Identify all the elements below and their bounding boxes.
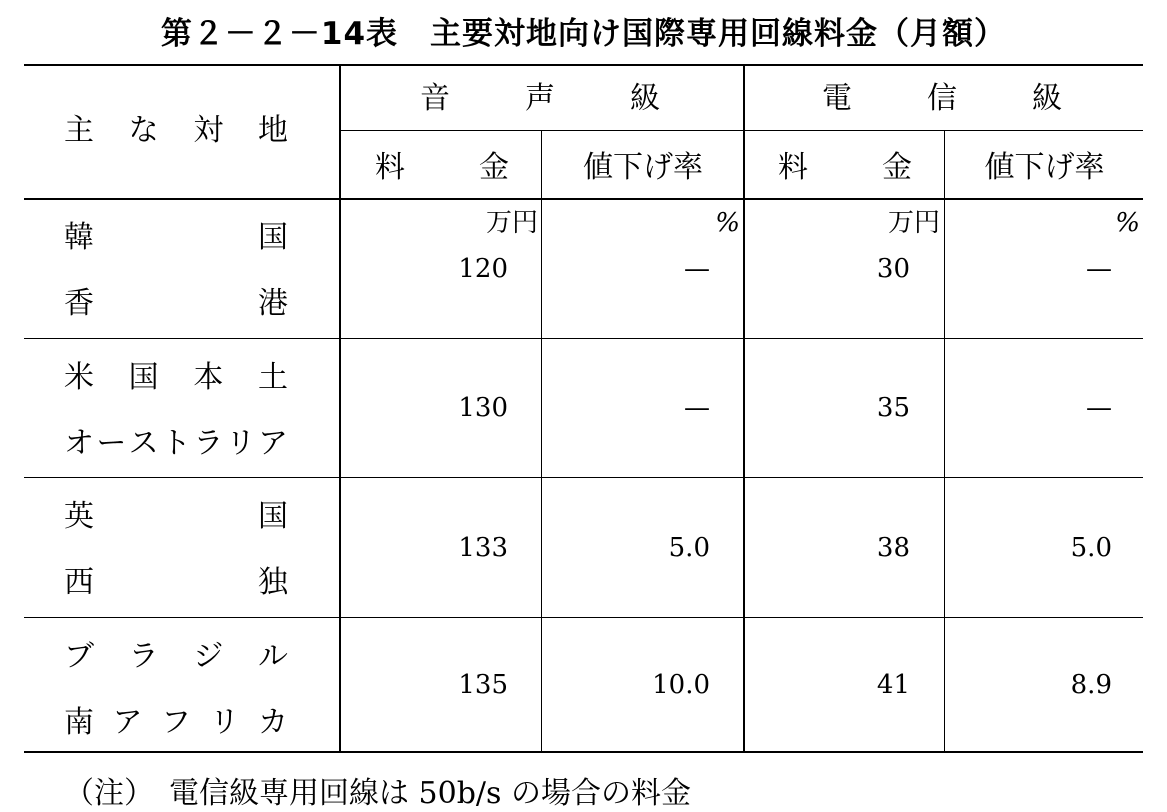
destination-name [64, 220, 288, 255]
column-divider [944, 131, 945, 753]
voice-rate-value: — [684, 393, 710, 423]
table-bottom-rule [24, 751, 1143, 753]
voice-fee-value: 130 [458, 393, 508, 423]
header-char: 電 [822, 81, 852, 116]
destination-name [64, 499, 288, 534]
header-char: 声 [525, 81, 555, 116]
destination-char: 英 [64, 499, 94, 534]
destination-char: 港 [258, 286, 288, 321]
destination-name [64, 705, 288, 740]
header-char: 料 [778, 150, 808, 185]
destination-char: 国 [128, 360, 159, 395]
row-divider [24, 477, 1143, 478]
destination-char: ス [128, 426, 159, 461]
destination-char: 本 [193, 360, 224, 395]
header-char: 信 [927, 81, 957, 116]
telegraph-grade-header [822, 81, 1062, 116]
destination-char: 国 [258, 220, 288, 255]
destination-char: 韓 [64, 220, 94, 255]
header-char: 級 [630, 81, 660, 116]
destination-char: オ [64, 426, 94, 461]
header-char: 主 [64, 113, 94, 148]
destination-char: ー [96, 426, 127, 461]
voice-rate-value: 10.0 [652, 669, 710, 700]
voice-fee-header [375, 150, 509, 185]
destination-name [64, 286, 288, 321]
destination-char: ル [257, 639, 288, 674]
destination-char: ト [160, 426, 191, 461]
destination-char: ア [112, 705, 143, 740]
row-divider [24, 617, 1143, 618]
destination-char: ラ [193, 426, 224, 461]
telegraph-rate-value: 5.0 [1070, 532, 1112, 563]
table-title: 第２－２－14表 主要対地向け国際専用回線料金（月額） [160, 16, 1007, 52]
destination-name [64, 639, 288, 674]
telegraph-fee-value: 41 [876, 669, 910, 700]
header-char: な [128, 113, 159, 148]
voice-rate-unit: % [715, 208, 740, 238]
voice-fee-value: 135 [458, 669, 508, 700]
footnote: （注） 電信級専用回線は 50b/s の場合の料金 [64, 776, 691, 811]
row-divider [24, 338, 1143, 339]
destination-char: ラ [128, 639, 159, 674]
destination-char: ア [257, 426, 288, 461]
header-char: 金 [882, 150, 912, 185]
voice-fee-unit: 万円 [485, 208, 538, 238]
destination-char: フ [161, 705, 191, 740]
voice-rate-header: 値下げ率 [583, 150, 703, 185]
telegraph-rate-header: 値下げ率 [984, 150, 1105, 185]
telegraph-fee-unit: 万円 [887, 208, 940, 238]
telegraph-rate-unit: % [1115, 208, 1140, 238]
table-top-rule [24, 64, 1143, 66]
destination-char: 土 [257, 360, 288, 395]
header-bottom-rule [24, 198, 1143, 200]
telegraph-rate-value: — [1086, 253, 1112, 284]
destination-char: リ [225, 426, 256, 461]
column-divider [339, 64, 341, 753]
column-divider [743, 64, 745, 753]
header-char: 料 [375, 150, 405, 185]
header-char: 金 [479, 150, 509, 185]
voice-fee-value: 120 [458, 253, 508, 284]
column-divider [541, 131, 542, 753]
group-header-rule [340, 130, 1143, 131]
telegraph-rate-value: — [1086, 393, 1112, 423]
destination-char: 香 [64, 286, 94, 321]
destination-char: ブ [64, 639, 94, 674]
destination-char: 南 [64, 705, 94, 740]
voice-rate-value: — [684, 253, 710, 284]
destination-char: 国 [258, 499, 288, 534]
destination-char: 米 [64, 360, 94, 395]
destination-char: 独 [258, 565, 288, 600]
destination-char: 西 [64, 565, 94, 600]
destination-name [64, 426, 288, 461]
telegraph-fee-value: 30 [876, 253, 910, 284]
telegraph-fee-value: 35 [876, 393, 910, 423]
destination-char: ジ [193, 639, 224, 674]
telegraph-fee-header [778, 150, 912, 185]
telegraph-fee-value: 38 [876, 532, 910, 563]
destination-char: カ [258, 705, 288, 740]
destination-char: リ [209, 705, 240, 740]
voice-fee-value: 133 [458, 532, 508, 563]
destination-name [64, 360, 288, 395]
header-char: 対 [193, 113, 224, 148]
header-char: 地 [257, 113, 288, 148]
header-char: 級 [1032, 81, 1062, 116]
destination-name [64, 565, 288, 600]
voice-rate-value: 5.0 [668, 532, 710, 563]
voice-grade-header [420, 81, 660, 116]
header-char: 音 [420, 81, 450, 116]
telegraph-rate-value: 8.9 [1070, 669, 1112, 700]
destination-header [64, 113, 288, 148]
